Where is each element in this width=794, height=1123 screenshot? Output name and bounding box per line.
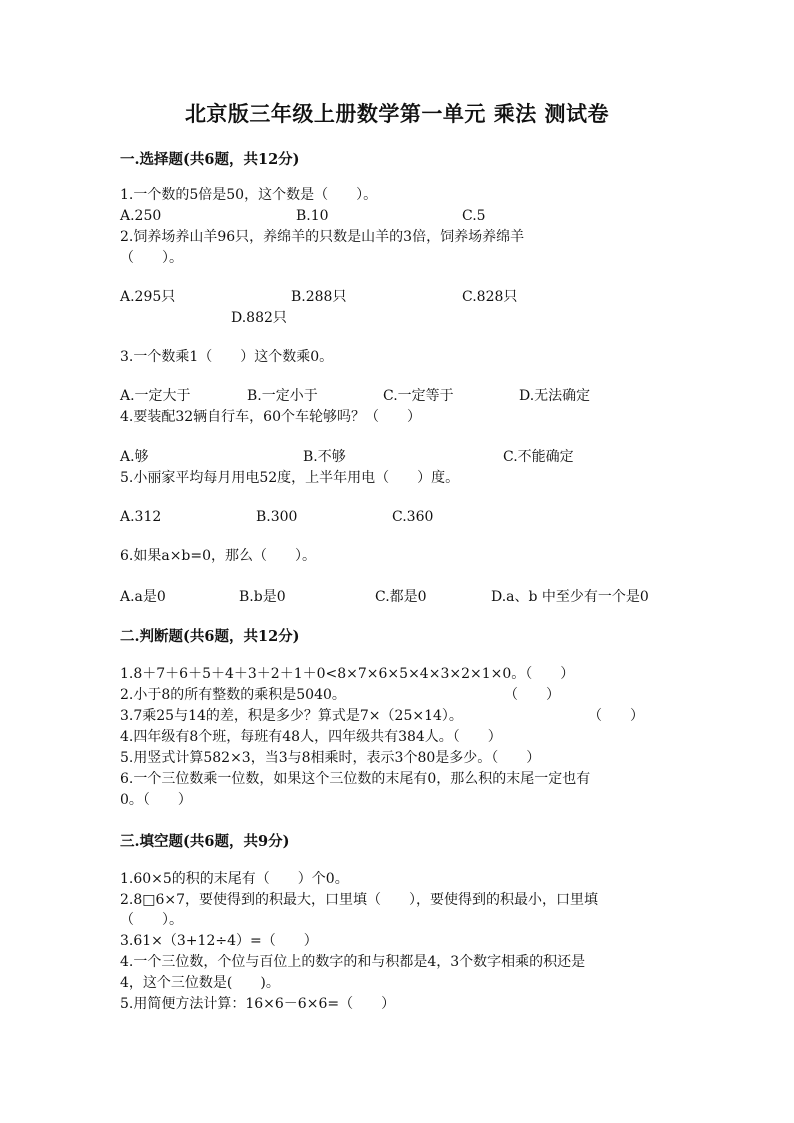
question-4-stem: 4.要装配32辆自行车，60个车轮够吗？（ ） xyxy=(120,409,421,425)
q6-option-b: B.b是0 xyxy=(239,589,286,605)
section-heading-choice: 一.选择题(共6题，共12分) xyxy=(120,151,300,168)
judge-line-1: 1.8＋7＋6＋5＋4＋3＋2＋1＋0<8×7×6×5×4×3×2×1×0。（ ） xyxy=(120,666,575,682)
section-heading-judge: 二.判断题(共6题，共12分) xyxy=(120,628,300,645)
judge-line-3: 3.7乘25与14的差，积是多少？算式是7×（25×14）。 xyxy=(120,708,463,724)
judge-line-2: 2.小于8的所有整数的乘积是5040。 xyxy=(120,687,346,703)
fill-line-5: 5.用简便方法计算：16×6－6×6=（ ） xyxy=(120,996,396,1012)
judge-line-4: 4.四年级有8个班，每班有48人，四年级共有384人。（ ） xyxy=(120,729,502,745)
q4-option-c: C.不能确定 xyxy=(503,449,574,465)
q2-option-c: C.828只 xyxy=(462,289,518,305)
fill-line-1: 1.60×5的积的末尾有（ ）个0。 xyxy=(120,871,349,887)
q6-option-c: C.都是0 xyxy=(375,589,427,605)
q6-option-a: A.a是0 xyxy=(120,589,166,605)
q1-option-c: C.5 xyxy=(462,208,486,224)
section-heading-fill: 三.填空题(共6题，共9分) xyxy=(120,833,290,850)
q3-option-c: C.一定等于 xyxy=(383,388,454,404)
question-1-stem: 1.一个数的5倍是50，这个数是（ ）。 xyxy=(120,187,378,203)
q4-option-a: A.够 xyxy=(120,449,149,465)
q3-option-b: B.一定小于 xyxy=(247,388,318,404)
question-2-stem: 2.饲养场养山羊96只，养绵羊的只数是山羊的3倍，饲养场养绵羊 xyxy=(120,229,525,245)
question-5-stem: 5.小丽家平均每月用电52度，上半年用电（ ）度。 xyxy=(120,470,460,486)
q5-option-c: C.360 xyxy=(392,509,434,525)
fill-line-2-cont: （ ）。 xyxy=(120,912,183,928)
question-6-stem: 6.如果a×b=0，那么（ ）。 xyxy=(120,548,317,564)
judge-line-6: 6.一个三位数乘一位数，如果这个三位数的末尾有0，那么积的末尾一定也有 xyxy=(120,771,591,787)
q4-option-b: B.不够 xyxy=(303,449,346,465)
question-2-stem-cont: （ ）。 xyxy=(120,250,183,266)
q2-option-d: D.882只 xyxy=(231,310,287,326)
q2-option-a: A.295只 xyxy=(120,289,176,305)
fill-line-4: 4.一个三位数，个位与百位上的数字的和与积都是4，3个数字相乘的积还是 xyxy=(120,954,586,970)
q3-option-a: A.一定大于 xyxy=(120,388,191,404)
q1-option-a: A.250 xyxy=(120,208,162,224)
question-3-stem: 3.一个数乘1（ ）这个数乘0。 xyxy=(120,349,334,365)
judge-line-2-blank: （ ） xyxy=(504,687,560,703)
fill-line-2: 2.8□6×7，要使得到的积最大，口里填（ ），要使得到的积最小，口里填 xyxy=(120,892,599,908)
judge-line-6-cont: 0。（ ） xyxy=(120,792,192,808)
q6-option-d: D.a、b 中至少有一个是0 xyxy=(491,589,649,605)
fill-line-3: 3.61×（3+12÷4）=（ ） xyxy=(120,933,318,949)
fill-line-4-cont: 4，这个三位数是( )。 xyxy=(120,975,280,991)
judge-line-5: 5.用竖式计算582×3，当3与8相乘时，表示3个80是多少。（ ） xyxy=(120,750,541,766)
q1-option-b: B.10 xyxy=(296,208,329,224)
page-title: 北京版三年级上册数学第一单元 乘法 测试卷 xyxy=(184,101,610,126)
judge-line-3-blank: （ ） xyxy=(588,708,644,724)
q5-option-a: A.312 xyxy=(120,509,162,525)
q2-option-b: B.288只 xyxy=(291,289,347,305)
q3-option-d: D.无法确定 xyxy=(519,388,591,404)
q5-option-b: B.300 xyxy=(256,509,298,525)
